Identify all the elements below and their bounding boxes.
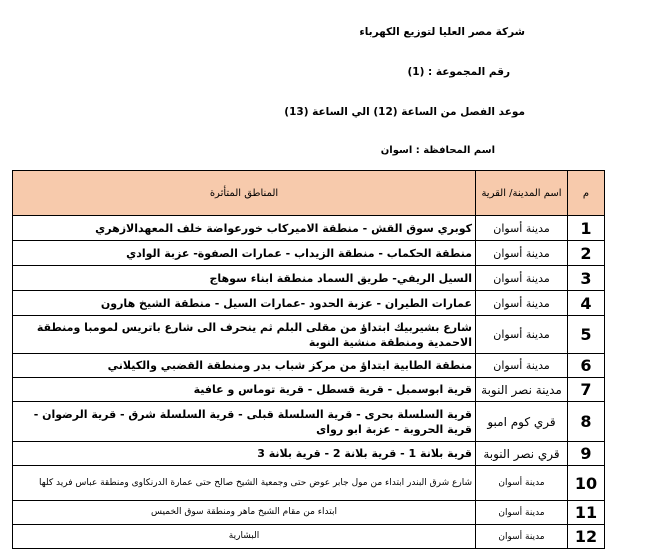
- row-areas: البشارية: [13, 525, 476, 549]
- row-areas: ابتداء من مقام الشيخ ماهر ومنطقة سوق الخميس: [13, 501, 476, 525]
- row-city: مدينة أسوان: [476, 466, 568, 501]
- row-city: قري نصر النوبة: [476, 442, 568, 466]
- row-city: قري كوم امبو: [476, 402, 568, 442]
- row-number: 6: [568, 354, 605, 378]
- table-row: [13, 291, 605, 316]
- cut-schedule: موعد الفصل من الساعة (12) الي الساعة (13): [284, 106, 525, 118]
- row-city: مدينة أسوان: [476, 354, 568, 378]
- table-row: [13, 525, 605, 549]
- row-city: مدينة أسوان: [476, 501, 568, 525]
- row-number: 7: [568, 378, 605, 402]
- table-row: [13, 316, 605, 354]
- row-number: 9: [568, 442, 605, 466]
- row-city: مدينة أسوان: [476, 525, 568, 549]
- col-header-areas: المناطق المتأثرة: [13, 171, 476, 216]
- row-areas: شارع بشيربيك ابتداؤ من مقلى البلم ثم ينحرف الى شارع باتريس لمومبا ومنطقة الاحمدية ومنطقة منشية النوبة: [13, 316, 476, 354]
- row-areas: شارع شرق البندر ابتداء من مول جابر عوض حتى وجمعية الشيخ صالح حتى عمارة الدرنكاوى ومنطقة عباس فريد كلها: [13, 466, 476, 501]
- group-number: رقم المجموعة : (1): [407, 66, 510, 78]
- row-areas: قرية بلانة 1 - قرية بلانة 2 - قرية بلانة 3: [13, 442, 476, 466]
- col-header-num: م: [568, 171, 605, 216]
- row-areas: منطقة الحكماب - منطقة الزيداب - عمارات الصفوة- عزبة الوادي: [13, 241, 476, 266]
- col-header-city: اسم المدينة/ القرية: [476, 171, 568, 216]
- table-row: [13, 501, 605, 525]
- row-areas: قرية ابوسمبل - قرية قسطل - قرية توماس و عافية: [13, 378, 476, 402]
- row-city: مدينة أسوان: [476, 316, 568, 354]
- row-number: 12: [568, 525, 605, 549]
- row-number: 4: [568, 291, 605, 316]
- row-number: 2: [568, 241, 605, 266]
- table-row: [13, 266, 605, 291]
- row-areas: عمارات الطيران - عزبة الحدود -عمارات السيل - منطقة الشيخ هارون: [13, 291, 476, 316]
- row-number: 3: [568, 266, 605, 291]
- table-row: [13, 241, 605, 266]
- table-row: [13, 354, 605, 378]
- table-row: [13, 378, 605, 402]
- row-areas: منطقة الطابية ابتداؤ من مركز شباب بدر ومنطقة القضبي والكيلاني: [13, 354, 476, 378]
- row-city: مدينة أسوان: [476, 291, 568, 316]
- row-city: مدينة نصر النوبة: [476, 378, 568, 402]
- table-row: [13, 402, 605, 442]
- row-city: مدينة أسوان: [476, 266, 568, 291]
- row-number: 10: [568, 466, 605, 501]
- governorate-name: اسم المحافظة : اسوان: [380, 145, 495, 156]
- table-header-row: [13, 171, 605, 216]
- row-areas: السيل الريفي- طريق السماد منطقة ابناء سوهاج: [13, 266, 476, 291]
- row-number: 5: [568, 316, 605, 354]
- row-city: مدينة أسوان: [476, 241, 568, 266]
- company-name: شركة مصر العليا لتوزيع الكهرباء: [359, 26, 525, 38]
- row-areas: كوبري سوق القش - منطقة الاميركاب خورعواضة خلف المعهدالازهري: [13, 216, 476, 241]
- row-areas: قرية السلسلة بحرى - قرية السلسلة قبلى - قرية السلسلة شرق - قرية الرضوان - قرية الحروبة - عزبة ابو رواى: [13, 402, 476, 442]
- table-row: [13, 442, 605, 466]
- table-row: [13, 466, 605, 501]
- row-city: مدينة أسوان: [476, 216, 568, 241]
- table-row: [13, 216, 605, 241]
- row-number: 1: [568, 216, 605, 241]
- outage-table: [12, 170, 605, 549]
- row-number: 8: [568, 402, 605, 442]
- row-number: 11: [568, 501, 605, 525]
